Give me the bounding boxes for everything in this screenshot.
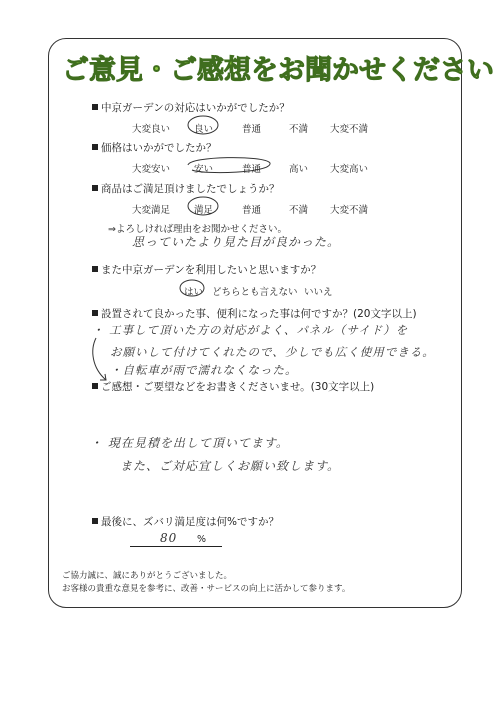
comments-answer-line2: また、ご対応宜しくお願い致します。 xyxy=(120,459,341,473)
satisfaction-underline xyxy=(130,546,222,547)
satisfaction-value: 80 xyxy=(160,531,178,545)
question-product xyxy=(92,181,280,196)
question-reuse-label: また中京ガーデンを利用したいと思いますか？ xyxy=(101,264,322,276)
option-very-expensive[interactable]: 大変高い xyxy=(330,164,369,175)
bullet-square xyxy=(92,310,98,316)
selection-circle xyxy=(186,114,220,136)
question-product-label: 商品はご満足頂けましたでしょうか？ xyxy=(101,183,280,195)
selection-circle xyxy=(186,195,220,217)
benefits-answer-line2: お願いして付けてくれたので、少しでも広く使用できる。 xyxy=(110,345,435,359)
option-satisfied[interactable]: 満足 xyxy=(194,205,214,216)
question-comments xyxy=(92,379,374,394)
question-benefits-label: 設置されて良かった事、便利になった事は何ですか？(20文字以上) xyxy=(101,308,417,320)
question-service xyxy=(92,100,290,115)
option-neither[interactable]: どちらとも言えない xyxy=(212,287,298,298)
benefits-answer-line3: ・自転車が雨で濡れなくなった。 xyxy=(110,363,298,377)
question-price-label: 価格はいかがでしたか？ xyxy=(101,142,217,154)
footer-thanks: ご協力誠に、誠にありがとうございました。 xyxy=(62,571,233,581)
question-comments-label: ご感想・ご要望などをお書きくださいませ。(30文字以上) xyxy=(101,381,375,393)
question-satisfaction xyxy=(92,514,279,529)
option-good[interactable]: 良い xyxy=(194,124,214,135)
satisfaction-unit: % xyxy=(197,534,207,545)
reason-answer: 思っていたより見た目が良かった。 xyxy=(132,235,341,249)
option-no[interactable]: いいえ xyxy=(304,287,333,298)
bullet-square xyxy=(92,383,98,389)
option-very-cheap[interactable]: 大変安い xyxy=(132,164,171,175)
question-benefits xyxy=(92,306,417,321)
question-satisfaction-label: 最後に、ズバリ満足度は何%ですか？ xyxy=(101,516,279,528)
option-expensive[interactable]: 高い xyxy=(289,164,309,175)
bullet-square xyxy=(92,144,98,150)
footer-note: お客様の貴重な意見を参考に、改善・サービスの向上に活かして参ります。 xyxy=(62,584,351,594)
bullet-square xyxy=(92,185,98,191)
selection-circle xyxy=(184,153,274,177)
option-normal[interactable]: 普通 xyxy=(242,205,262,216)
question-service-label: 中京ガーデンの対応はいかがでしたか？ xyxy=(101,102,290,114)
reason-prompt: ⇒よろしければ理由をお聞かせください。 xyxy=(108,224,287,235)
option-very-satisfied[interactable]: 大変満足 xyxy=(132,205,171,216)
option-dissatisfied[interactable]: 不満 xyxy=(289,124,309,135)
comments-answer-line1: ・ 現在見積を出して頂いてます。 xyxy=(90,436,289,450)
option-very-good[interactable]: 大変良い xyxy=(132,124,171,135)
option-very-dissatisfied[interactable]: 大変不満 xyxy=(330,124,369,135)
selection-circle xyxy=(178,277,206,299)
bullet-square xyxy=(92,266,98,272)
option-cheap[interactable]: 安い xyxy=(194,164,214,175)
option-normal[interactable]: 普通 xyxy=(242,164,262,175)
option-normal[interactable]: 普通 xyxy=(242,124,262,135)
bullet-square xyxy=(92,104,98,110)
benefits-answer-line1: ・ 工事して頂いた方の対応がよく、パネル（サイド）を xyxy=(92,323,409,337)
page-title: ご意見・ご感想をお聞かせください xyxy=(62,55,494,86)
option-dissatisfied[interactable]: 不満 xyxy=(289,205,309,216)
question-reuse xyxy=(92,262,321,277)
option-yes[interactable]: はい xyxy=(184,287,204,298)
option-very-dissatisfied[interactable]: 大変不満 xyxy=(330,205,369,216)
bullet-square xyxy=(92,518,98,524)
